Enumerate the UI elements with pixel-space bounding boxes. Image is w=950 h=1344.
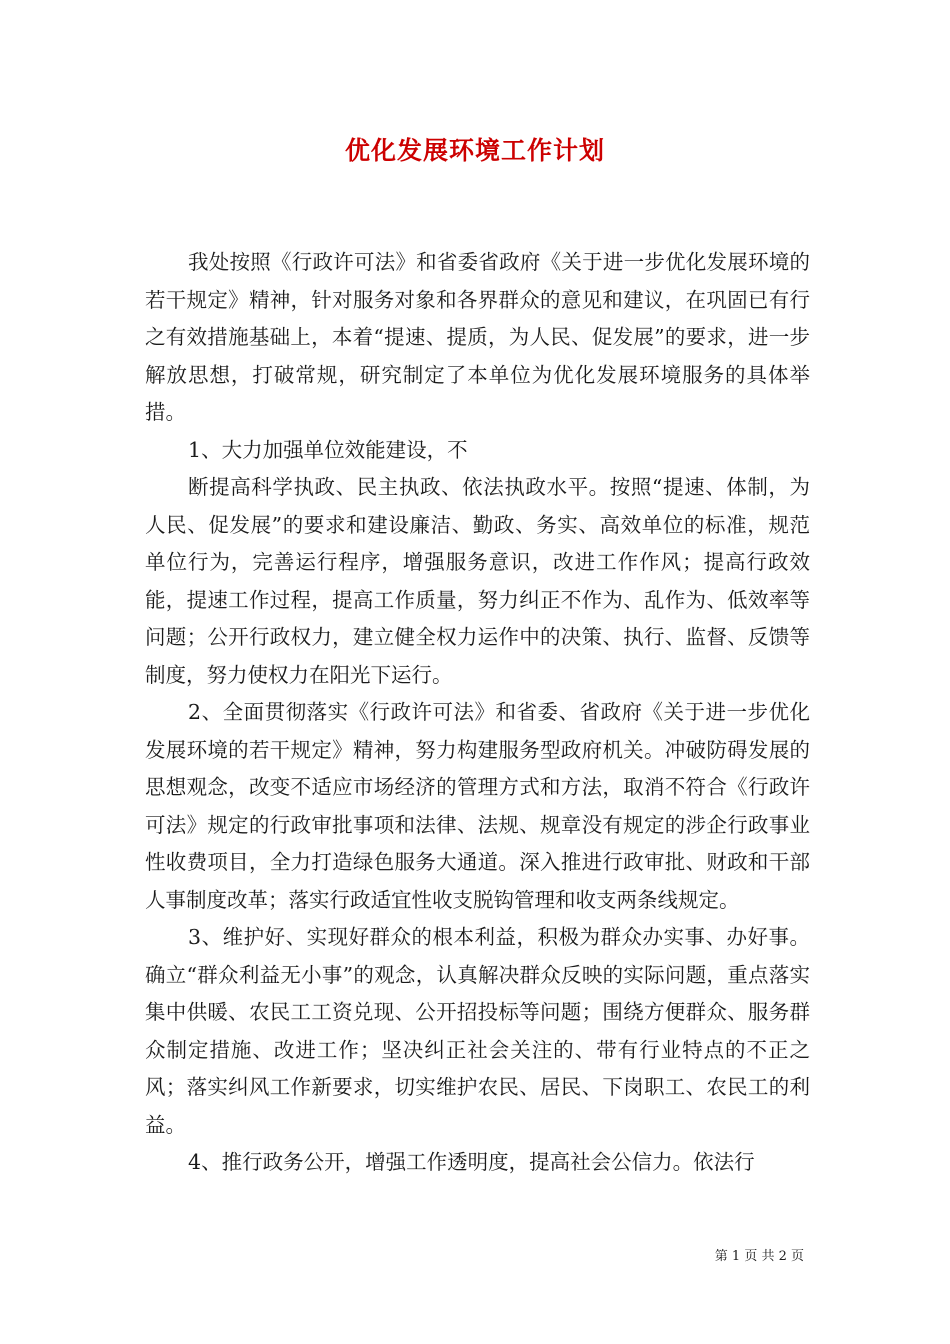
paragraph-item-3: 3、维护好、实现好群众的根本利益，积极为群众办实事、办好事。确立“群众利益无小事”的观念，认真解决群众反映的实际问题，重点落实集中供暖、农民工工资兑现、公开招投标等问题；围绕方便群众、服务群众制定措施、改进工作；坚决纠正社会关注的、带有行业特点的不正之风；落实纠风工作新要求，切实维护农民、居民、下岗职工、农民工的利益。 <box>145 925 810 1137</box>
page-footer: 第 1 页 共 2 页 <box>714 1249 804 1264</box>
paragraph-intro: 我处按照《行政许可法》和省委省政府《关于进一步优化发展环境的若干规定》精神，针对服务对象和各界群众的意见和建议，在巩固已有行之有效措施基础上，本着“提速、提质，为人民、促发展”的要求，进一步解放思想，打破常规，研究制定了本单位为优化发展环境服务的具体举措。 <box>145 250 810 424</box>
document-body <box>145 244 810 1182</box>
paragraph-item-1-body: 断提高科学执政、民主执政、依法执政水平。按照“提速、体制，为人民、促发展”的要求和建设廉洁、勤政、务实、高效单位的标准，规范单位行为，完善运行程序，增强服务意识，改进工作作风；提高行政效能，提速工作过程，提高工作质量，努力纠正不作为、乱作为、低效率等问题；公开行政权力，建立健全权力运作中的决策、执行、监督、反馈等制度，努力使权力在阳光下运行。 <box>145 475 810 687</box>
paragraph-item-2: 2、全面贯彻落实《行政许可法》和省委、省政府《关于进一步优化发展环境的若干规定》精神，努力构建服务型政府机关。冲破防碍发展的思想观念，改变不适应市场经济的管理方式和方法，取消不符合《行政许可法》规定的行政审批事项和法律、法规、规章没有规定的涉企行政事业性收费项目，全力打造绿色服务大通道。深入推进行政审批、财政和干部人事制度改革；落实行政适宜性收支脱钩管理和收支两条线规定。 <box>145 700 810 912</box>
paragraph-item-1-heading: 1、大力加强单位效能建设，不 <box>188 437 468 462</box>
paragraph-item-4: 4、推行政务公开，增强工作透明度，提高社会公信力。依法行 <box>188 1150 755 1174</box>
document-title: 优化发展环境工作计划 <box>344 136 605 165</box>
